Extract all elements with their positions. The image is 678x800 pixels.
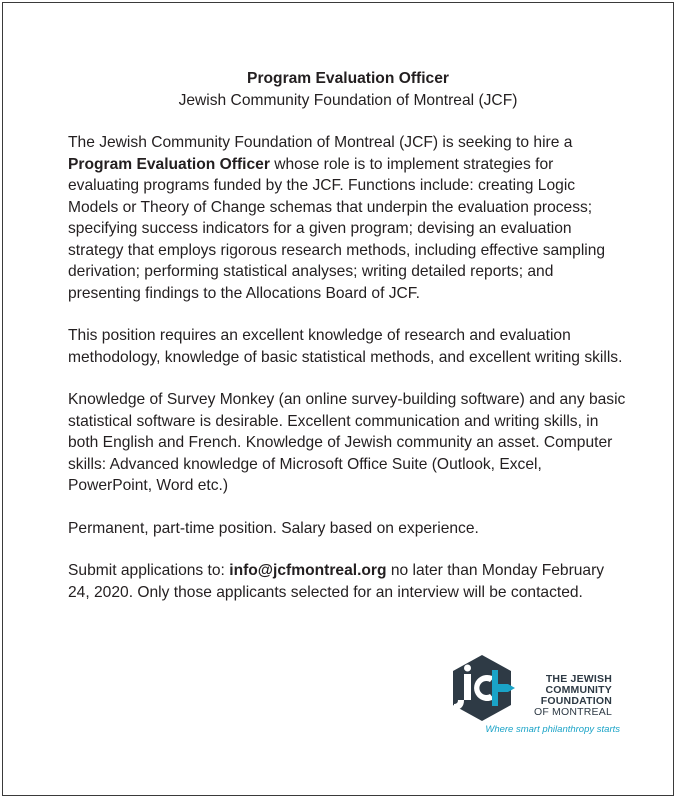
description-paragraph bbox=[68, 132, 628, 304]
position-name: Program Evaluation Officer bbox=[68, 155, 270, 173]
logo-line-4: OF MONTREAL bbox=[533, 706, 612, 718]
logo-line-2: COMMUNITY bbox=[545, 684, 612, 696]
requirements-paragraph: This position requires an excellent knowledge of research and evaluation methodology, knowledge of basic statistical methods, and excellent writing skills. bbox=[68, 327, 623, 366]
logo-wordmark bbox=[514, 674, 612, 718]
contact-email[interactable]: info@jcfmontreal.org bbox=[229, 562, 387, 579]
logo-line-3: FOUNDATION bbox=[540, 695, 612, 707]
jcf-hexagon-icon bbox=[448, 654, 516, 722]
application-paragraph bbox=[68, 560, 628, 603]
organization-name: Jewish Community Foundation of Montreal (JCF) bbox=[178, 91, 518, 109]
skills-paragraph: Knowledge of Survey Monkey (an online survey-building software) and any basic statistical software is desirable. Excellent communication and writing skills, in both English and French. Knowledge of Jewish community an asset. Computer skills: Advanced knowledge of Microsoft Office Suite (Outlook, Excel, PowerPoint, Word etc.) bbox=[68, 391, 626, 494]
logo-line-1: THE JEWISH bbox=[545, 673, 612, 685]
jcf-logo bbox=[448, 654, 623, 740]
description-text-start: The Jewish Community Foundation of Montreal (JCF) is seeking to hire a bbox=[68, 134, 573, 151]
job-posting bbox=[68, 68, 628, 624]
terms-paragraph: Permanent, part-time position. Salary based on experience. bbox=[68, 519, 479, 537]
application-text-end: no later than Monday February 24, 2020. Only those applicants selected for an interview will be contacted. bbox=[68, 562, 605, 601]
description-text-end: whose role is to implement strategies for evaluating programs funded by the JCF. Functions include: creating Logic Models or Theory of Change schemas that underpin the evaluation process; specifying success indicators for a given program; devising an evaluation strategy that employs rigorous research methods, including effective sampling derivation; performing statistical analyses; writing detailed reports; and presenting findings to the Allocations Board of JCF. bbox=[68, 155, 606, 302]
job-title: Program Evaluation Officer bbox=[247, 70, 449, 87]
application-text-start: Submit applications to: bbox=[68, 562, 230, 579]
logo-tagline: Where smart philanthropy starts bbox=[485, 724, 620, 735]
